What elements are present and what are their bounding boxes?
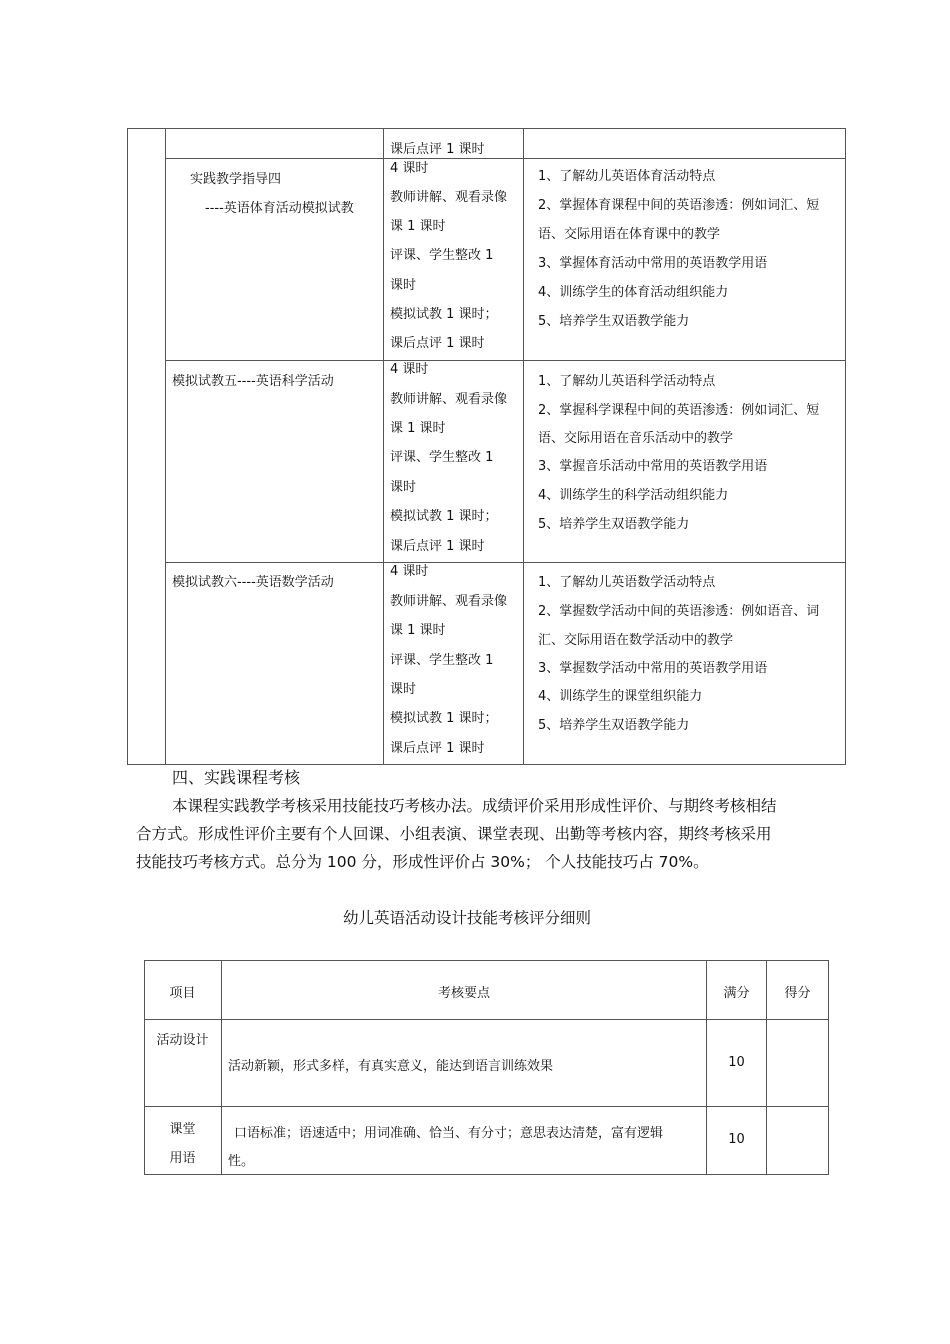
method-line: 课后点评 1 课时	[390, 741, 485, 756]
header-full: 满分	[723, 986, 750, 1001]
activity-title: 模拟试教六----英语数学活动	[172, 575, 334, 590]
paragraph-line: 技能技巧考核方式。总分为 100 分，形成性评价占 30%； 个人技能技巧占 70%。	[136, 853, 709, 871]
method-line: 教师讲解、观看录像	[390, 190, 508, 205]
activity-title: 实践教学指导四	[190, 172, 282, 187]
activity-subtitle: ----英语体育活动模拟试教	[205, 201, 354, 216]
row-full: 10	[728, 1132, 745, 1147]
method-line: 课 1 课时	[390, 219, 446, 234]
method-line: 评课、学生整改 1	[390, 248, 494, 263]
method-line: 课后点评 1 课时	[390, 336, 485, 351]
goal-line: 4、训练学生的体育活动组织能力	[538, 285, 729, 300]
method-line: 模拟试教 1 课时；	[390, 509, 498, 524]
paragraph-line: 本课程实践教学考核采用技能技巧考核办法。成绩评价采用形成性评价、与期终考核相结	[172, 797, 777, 815]
row-points: 活动新颖，形式多样，有真实意义，能达到语言训练效果	[228, 1059, 554, 1074]
activity-title: 模拟试教五----英语科学活动	[172, 374, 334, 389]
goal-line: 5、培养学生双语教学能力	[538, 314, 690, 329]
goal-line: 1、了解幼儿英语体育活动特点	[538, 169, 716, 184]
method-line: 4 课时	[390, 161, 429, 176]
goal-line: 2、掌握体育课程中间的英语渗透：例如词汇、短	[538, 198, 820, 213]
row-item: 用语	[169, 1151, 196, 1166]
row-item: 课堂	[169, 1122, 196, 1137]
goal-line: 3、掌握数学活动中常用的英语教学用语	[538, 661, 768, 676]
method-line: 评课、学生整改 1	[390, 450, 494, 465]
goal-line: 2、掌握数学活动中间的英语渗透：例如语音、词	[538, 604, 820, 619]
goal-line: 1、了解幼儿英语科学活动特点	[538, 374, 716, 389]
goal-line: 1、了解幼儿英语数学活动特点	[538, 575, 716, 590]
method-line: 4 课时	[390, 564, 429, 579]
method-line: 教师讲解、观看录像	[390, 392, 508, 407]
method-line: 课时	[390, 278, 417, 293]
row-item: 活动设计	[156, 1033, 209, 1048]
goal-line: 语、交际用语在体育课中的教学	[538, 227, 721, 242]
goal-line: 3、掌握音乐活动中常用的英语教学用语	[538, 459, 768, 474]
row-points: 性。	[228, 1154, 255, 1169]
method-line: 课后点评 1 课时	[390, 539, 485, 554]
method-line: 课 1 课时	[390, 623, 446, 638]
goal-line: 语、交际用语在音乐活动中的教学	[538, 431, 734, 446]
goal-line: 5、培养学生双语教学能力	[538, 517, 690, 532]
paragraph-line: 合方式。形成性评价主要有个人回课、小组表演、课堂表现、出勤等考核内容，期终考核采用	[136, 825, 772, 843]
goal-line: 4、训练学生的科学活动组织能力	[538, 488, 729, 503]
section-heading: 四、实践课程考核	[172, 768, 301, 787]
header-item: 项目	[169, 986, 196, 1001]
method-line: 模拟试教 1 课时；	[390, 307, 498, 322]
goal-line: 2、掌握科学课程中间的英语渗透：例如词汇、短	[538, 403, 820, 418]
goal-line: 汇、交际用语在数学活动中的教学	[538, 633, 734, 648]
header-score: 得分	[784, 986, 811, 1001]
method-line: 评课、学生整改 1	[390, 653, 494, 668]
method-line: 模拟试教 1 课时；	[390, 711, 498, 726]
method-line: 课时	[390, 480, 417, 495]
table-title: 幼儿英语活动设计技能考核评分细则	[343, 909, 592, 927]
method-line: 课 1 课时	[390, 421, 446, 436]
row-points: 口语标准；语速适中；用词准确、恰当、有分寸；意思表达清楚，富有逻辑	[234, 1126, 664, 1141]
goal-line: 5、培养学生双语教学能力	[538, 718, 690, 733]
header-points: 考核要点	[437, 986, 490, 1001]
row-full: 10	[728, 1055, 745, 1070]
method-line: 课后点评 1 课时	[390, 142, 485, 157]
method-line: 4 课时	[390, 362, 429, 377]
method-line: 课时	[390, 682, 417, 697]
goal-line: 4、训练学生的课堂组织能力	[538, 689, 703, 704]
method-line: 教师讲解、观看录像	[390, 594, 508, 609]
goal-line: 3、掌握体育活动中常用的英语教学用语	[538, 256, 768, 271]
